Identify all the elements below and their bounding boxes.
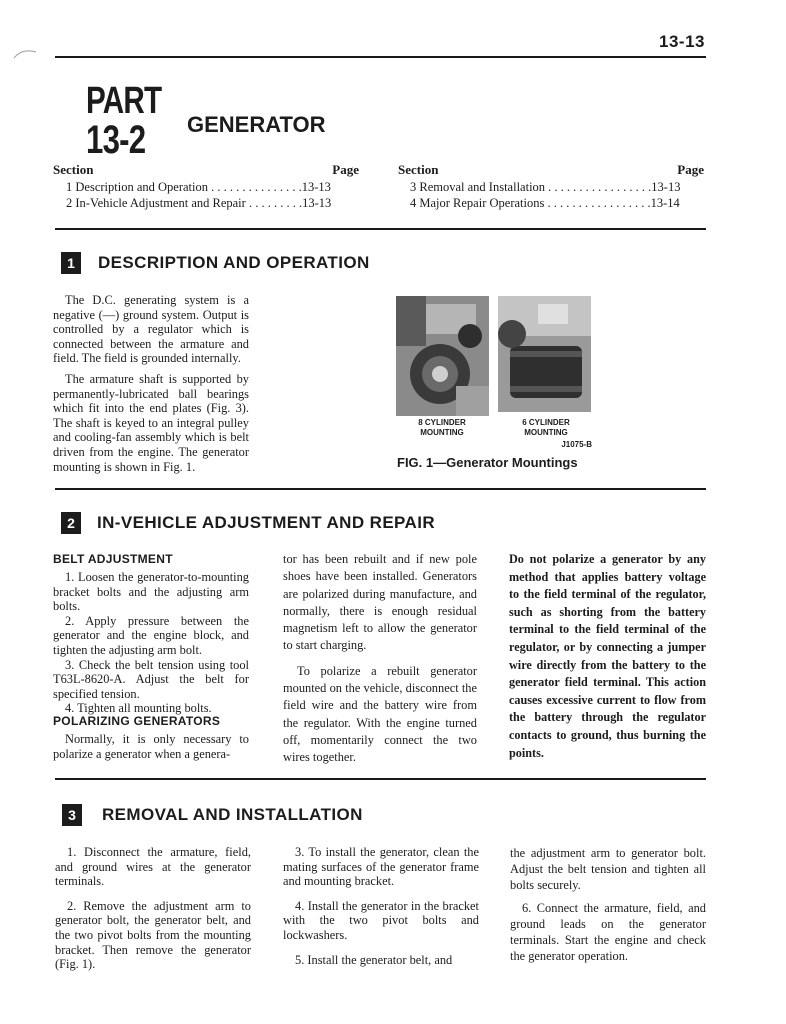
toc-entry-page: 13-13 [301,180,331,194]
figure-caption: FIG. 1—Generator Mountings [397,455,578,470]
toc-entry-text: 2 In-Vehicle Adjustment and Repair [66,196,246,210]
section-heading-removal: REMOVAL AND INSTALLATION [102,805,363,824]
step: 1. Loosen the generator-to-mounting bracket bolts and the adjusting arm bolts. [53,570,249,614]
toc-page-label-right: Page [677,162,704,177]
belt-adjustment-steps [53,570,249,716]
toc-entry-text: 1 Description and Operation [66,180,208,194]
toc-entry-text: 3 Removal and Installation [410,180,546,194]
figure-label-8-cylinder: 8 CYLINDER MOUNTING [418,418,466,437]
toc-entry[interactable] [410,196,680,211]
toc-entry-dots: . . . . . . . . . . . . . . . . . [544,196,651,210]
step: 1. Disconnect the armature, field, and ground wires at the generator terminals. [55,845,251,889]
step: 2. Remove the adjustment arm to generator bolt, the generator belt, and the two pivot bolts from the mounting bracket. Then remove the generator (Fig. 1). [55,898,251,972]
polarizing-text [53,732,249,761]
paragraph: Normally, it is only necessary to polarize a generator when a genera- [53,732,249,761]
removal-steps-col3 [510,845,706,964]
polarizing-text-continued [283,551,477,767]
step: 6. Connect the armature, field, and ground leads on the generator terminals. Start the engine and check the generator operation. [510,900,706,964]
photo-8-cylinder-mounting [396,296,489,416]
removal-steps-col1 [55,845,251,972]
section-badge-2: 2 [61,512,81,534]
subheading-belt-adjustment: BELT ADJUSTMENT [53,552,173,566]
paragraph: The D.C. generating system is a negative (—) ground system. Output is controlled by a regulator which is connected between the armature and field. The field is grounded internally. [53,293,249,366]
step: 4. Tighten all mounting bolts. [65,701,212,716]
toc-section-label-right: Section [398,162,439,177]
step: 2. Apply pressure between the generator and the engine block, and tighten the adjusting arm bolt. [53,613,249,657]
toc-entry-dots: . . . . . . . . . . . . . . . [207,180,302,194]
engine-photo-right [498,296,591,412]
engine-photo-left [396,296,489,416]
page-number: 13-13 [659,32,705,51]
toc-entry-text: 4 Major Repair Operations [410,196,545,210]
figure-label-6-cylinder: 6 CYLINDER MOUNTING [522,418,570,437]
corner-mark [12,46,38,60]
toc-entry-page: 13-14 [650,196,680,210]
top-rule [55,56,706,58]
step: 4. Install the generator in the bracket with the two pivot bolts and lockwashers. [283,898,479,942]
toc-entry[interactable] [66,180,331,195]
part-label: PART [86,80,162,122]
step: the adjustment arm to generator bolt. Adjust the belt tension and tighten all bolts securely. [510,846,706,893]
paragraph: The armature shaft is supported by permanently-lubricated ball bearings which fit into the end plates (Fig. 3). The shaft is keyed to an integral pulley and cooling-fan assembly which is belt driven from the engine. The generator mounting is shown in Fig. 1. [53,371,249,474]
section-heading-adjustment: IN-VEHICLE ADJUSTMENT AND REPAIR [97,513,436,532]
toc-section-label-left: Section [53,162,94,177]
description-text [53,293,249,474]
subheading-polarizing: POLARIZING GENERATORS [53,714,221,728]
toc-entry[interactable] [410,180,680,195]
section-rule [55,488,706,490]
section-badge-1: 1 [61,252,81,274]
figure-code: J1075-B [561,440,592,449]
step: 5. Install the generator belt, and [295,952,453,967]
photo-6-cylinder-mounting [498,296,591,412]
removal-steps-col2 [283,845,479,967]
step: 3. To install the generator, clean the mating surfaces of the generator frame and mounting bracket. [283,845,479,889]
toc-entry-dots: . . . . . . . . . . . . . . . . . [545,180,652,194]
page-title: GENERATOR [187,112,326,137]
part-number: 13-2 [86,118,146,162]
toc-entry[interactable] [66,196,331,211]
polarizing-warning: Do not polarize a generator by any method that applies battery voltage to the field terminal of the regulator, such as shorting from the battery terminal to the field terminal of the regulator, or by connecting a jumper wire directly from the battery to the generator field terminal. This action causes excessive current to flow from the battery through the regulator contacts to ground, thus burning the points. [509,552,706,760]
paragraph: tor has been rebuilt and if new pole shoes have been installed. Generators are polarized during manufacture, and normally, there is enough residual magnetism left to allow the generator to start charging. [283,552,477,653]
paragraph: To polarize a rebuilt generator mounted on the vehicle, disconnect the field wire and the battery wire from the regulator. With the engine turned off, momentarily connect the two wires together. [283,663,477,765]
toc-page-label-left: Page [332,162,359,177]
section-heading-description: DESCRIPTION AND OPERATION [98,253,370,272]
toc-entry-page: 13-13 [302,196,332,210]
toc-entry-dots: . . . . . . . . . [245,196,303,210]
section-rule [55,778,706,780]
toc-entry-page: 13-13 [651,180,681,194]
step: 3. Check the belt tension using tool T63L-8620-A. Adjust the belt for specified tension. [53,657,249,701]
section-rule [55,228,706,230]
section-badge-3: 3 [62,804,82,826]
